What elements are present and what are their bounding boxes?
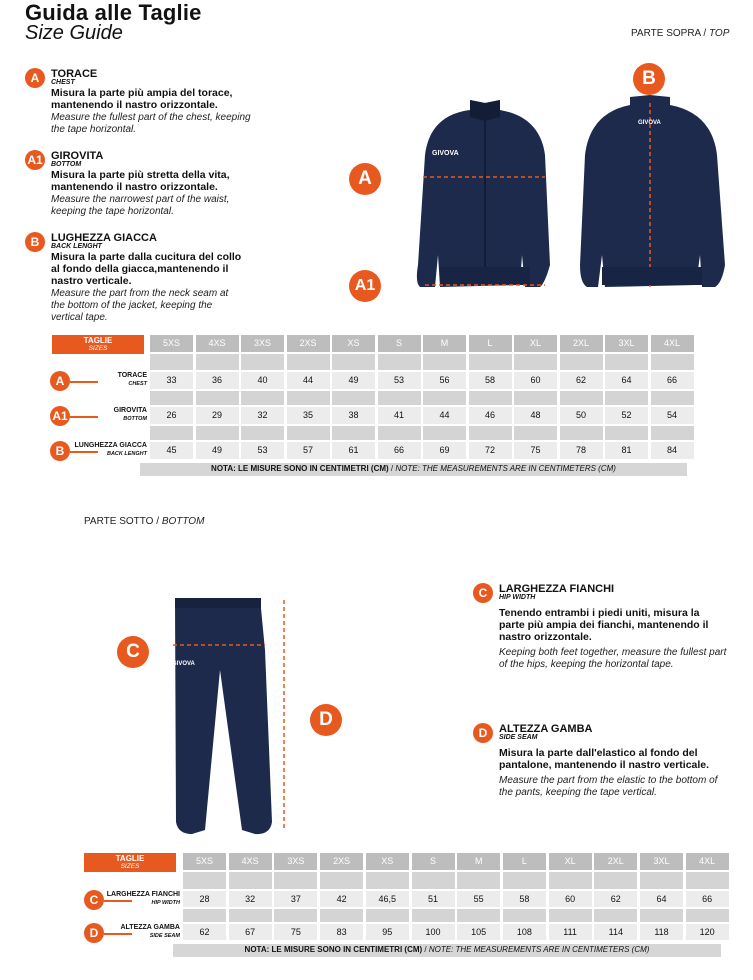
size-value-cell: 95 bbox=[366, 924, 409, 940]
size-value-cell: 44 bbox=[287, 372, 330, 389]
size-value-cell: 81 bbox=[605, 442, 648, 459]
badge-c-illustration: C bbox=[117, 636, 149, 668]
row-spacer bbox=[514, 426, 557, 440]
row-spacer bbox=[196, 426, 239, 440]
badge-a-illustration: A bbox=[349, 163, 381, 195]
jacket-back-image bbox=[580, 95, 725, 287]
measure-d-it: Misura la parte dall'elastico al fondo del pantalone, mantenendo il nastro verticale. bbox=[499, 747, 710, 771]
pants-illustration bbox=[160, 590, 300, 840]
row-spacer bbox=[605, 426, 648, 440]
size-header-cell: 3XS bbox=[241, 335, 284, 352]
row-badge: A1 bbox=[50, 406, 70, 426]
size-header-spacer bbox=[332, 354, 375, 370]
size-value-cell: 58 bbox=[503, 891, 546, 907]
row-spacer bbox=[605, 391, 648, 405]
size-value-cell: 46 bbox=[469, 407, 512, 424]
row-spacer bbox=[457, 909, 500, 922]
row-spacer bbox=[423, 391, 466, 405]
measure-d bbox=[499, 723, 729, 799]
size-header-spacer bbox=[150, 354, 193, 370]
size-value-cell: 40 bbox=[241, 372, 284, 389]
size-header-cell: 4XL bbox=[686, 853, 729, 870]
size-header-spacer bbox=[651, 354, 694, 370]
sizes-header-it: TAGLIE bbox=[115, 854, 145, 863]
measure-d-sub: SIDE SEAM bbox=[499, 734, 538, 741]
row-spacer bbox=[503, 909, 546, 922]
measurement-note: NOTA: LE MISURE SONO IN CENTIMETRI (CM) / NOTE: THE MEASUREMENTS ARE IN CENTIMETERS (CM) bbox=[140, 463, 687, 476]
row-spacer bbox=[594, 909, 637, 922]
bottom-label-en: BOTTOM bbox=[161, 516, 205, 527]
row-label-it: LUNGHEZZA GIACCA bbox=[74, 442, 147, 449]
size-value-cell: 37 bbox=[274, 891, 317, 907]
size-value-cell: 55 bbox=[457, 891, 500, 907]
size-header-spacer bbox=[196, 354, 239, 370]
row-badge: B bbox=[50, 441, 70, 461]
size-header-spacer bbox=[594, 872, 637, 889]
badge-d: D bbox=[473, 723, 493, 743]
row-label bbox=[60, 407, 147, 423]
row-badge: D bbox=[84, 923, 104, 943]
row-label-en: BOTTOM bbox=[123, 416, 147, 422]
size-header-spacer bbox=[412, 872, 455, 889]
row-spacer bbox=[229, 909, 272, 922]
badge-b: B bbox=[25, 232, 45, 252]
size-header-spacer bbox=[183, 872, 226, 889]
row-spacer bbox=[651, 426, 694, 440]
size-value-cell: 75 bbox=[514, 442, 557, 459]
sizes-header bbox=[84, 853, 176, 872]
size-value-cell: 75 bbox=[274, 924, 317, 940]
size-header-cell: 4XS bbox=[196, 335, 239, 352]
measure-c-title: LARGHEZZA FIANCHI bbox=[499, 583, 615, 595]
size-header-spacer bbox=[320, 872, 363, 889]
row-label bbox=[60, 442, 147, 458]
size-header-cell: 3XS bbox=[274, 853, 317, 870]
measure-a1 bbox=[51, 150, 256, 218]
bottom-section-label: PARTE SOTTO / BOTTOM bbox=[84, 516, 205, 527]
row-spacer bbox=[332, 391, 375, 405]
size-header-spacer bbox=[457, 872, 500, 889]
brand-logo-front: GIVOVA bbox=[432, 150, 459, 157]
page-subtitle: Size Guide bbox=[25, 22, 123, 44]
size-header-cell: XS bbox=[366, 853, 409, 870]
top-label-it: PARTE SOPRA bbox=[631, 28, 701, 39]
measure-a-title: TORACE bbox=[51, 68, 98, 80]
row-label-en: HIP WIDTH bbox=[151, 900, 180, 906]
sizes-header-en: SIZES bbox=[88, 345, 108, 352]
size-value-cell: 62 bbox=[594, 891, 637, 907]
size-header-cell: 3XL bbox=[640, 853, 683, 870]
badge-b-illustration: B bbox=[633, 63, 665, 95]
size-header-cell: 4XL bbox=[651, 335, 694, 352]
row-spacer bbox=[150, 426, 193, 440]
size-value-cell: 58 bbox=[469, 372, 512, 389]
row-label bbox=[94, 924, 180, 940]
sizes-header bbox=[52, 335, 144, 354]
size-value-cell: 61 bbox=[332, 442, 375, 459]
badge-c: C bbox=[473, 583, 493, 603]
row-spacer bbox=[378, 391, 421, 405]
size-header-cell: 5XS bbox=[183, 853, 226, 870]
row-spacer bbox=[150, 391, 193, 405]
size-header-spacer bbox=[514, 354, 557, 370]
size-value-cell: 114 bbox=[594, 924, 637, 940]
row-label-en: BACK LENGHT bbox=[106, 451, 147, 457]
row-spacer bbox=[560, 426, 603, 440]
size-header-spacer bbox=[605, 354, 648, 370]
row-spacer bbox=[183, 909, 226, 922]
row-badge: C bbox=[84, 890, 104, 910]
size-value-cell: 44 bbox=[423, 407, 466, 424]
row-spacer bbox=[366, 909, 409, 922]
size-header-spacer bbox=[366, 872, 409, 889]
size-value-cell: 28 bbox=[183, 891, 226, 907]
measure-b bbox=[51, 232, 256, 324]
top-section-label: PARTE SOPRA / TOP bbox=[631, 28, 730, 39]
row-spacer bbox=[196, 391, 239, 405]
measure-b-title: LUGHEZZA GIACCA bbox=[51, 232, 157, 244]
size-header-cell: XS bbox=[332, 335, 375, 352]
size-value-cell: 53 bbox=[241, 442, 284, 459]
bottom-label-it: PARTE SOTTO bbox=[84, 516, 154, 527]
badge-a: A bbox=[25, 68, 45, 88]
size-value-cell: 120 bbox=[686, 924, 729, 940]
page-title: Guida alle Taglie bbox=[25, 0, 202, 25]
row-label-it: ALTEZZA GAMBA bbox=[120, 924, 180, 931]
jacket-front-image bbox=[417, 100, 550, 287]
size-value-cell: 62 bbox=[183, 924, 226, 940]
size-header-cell: M bbox=[423, 335, 466, 352]
row-spacer bbox=[423, 426, 466, 440]
size-value-cell: 57 bbox=[287, 442, 330, 459]
row-label-it: TORACE bbox=[117, 372, 147, 379]
note-en: NOTE: THE MEASUREMENTS ARE IN CENTIMETERS (CM) bbox=[395, 464, 616, 473]
size-header-cell: 2XL bbox=[594, 853, 637, 870]
row-spacer bbox=[241, 391, 284, 405]
size-header-spacer bbox=[378, 354, 421, 370]
row-badge: A bbox=[50, 371, 70, 391]
size-header-cell: XL bbox=[514, 335, 557, 352]
size-value-cell: 46,5 bbox=[366, 891, 409, 907]
size-header-spacer bbox=[503, 872, 546, 889]
size-value-cell: 52 bbox=[605, 407, 648, 424]
size-header-spacer bbox=[686, 872, 729, 889]
sizes-header-it: TAGLIE bbox=[83, 336, 113, 345]
row-label bbox=[94, 891, 180, 907]
size-header-spacer bbox=[241, 354, 284, 370]
size-header-cell: XL bbox=[549, 853, 592, 870]
size-value-cell: 67 bbox=[229, 924, 272, 940]
row-spacer bbox=[640, 909, 683, 922]
row-label-en: CHEST bbox=[128, 381, 147, 387]
size-header-cell: M bbox=[457, 853, 500, 870]
brand-logo-back: GIVOVA bbox=[638, 120, 661, 126]
measure-a-it: Misura la parte più ampia del torace, mantenendo il nastro orizzontale. bbox=[51, 87, 233, 111]
row-spacer bbox=[651, 391, 694, 405]
size-header-spacer bbox=[560, 354, 603, 370]
size-header-cell: S bbox=[378, 335, 421, 352]
row-spacer bbox=[287, 426, 330, 440]
measure-a1-en: Measure the narrowest part of the waist, keeping the tape horizontal. bbox=[51, 194, 230, 217]
measure-b-it: Misura la parte dalla cucitura del collo al fondo della giacca,mantenendo il nastro verticale. bbox=[51, 251, 242, 287]
measure-b-en: Measure the part from the neck seam at the bottom of the jacket, keeping the vertical tape. bbox=[51, 288, 229, 323]
size-value-cell: 50 bbox=[560, 407, 603, 424]
size-header-spacer bbox=[549, 872, 592, 889]
top-label-en: TOP bbox=[709, 28, 730, 39]
size-header-cell: L bbox=[503, 853, 546, 870]
row-label bbox=[60, 372, 147, 388]
measure-d-title: ALTEZZA GAMBA bbox=[499, 723, 593, 735]
size-value-cell: 66 bbox=[686, 891, 729, 907]
size-value-cell: 49 bbox=[196, 442, 239, 459]
size-value-cell: 56 bbox=[423, 372, 466, 389]
row-spacer bbox=[241, 426, 284, 440]
size-value-cell: 66 bbox=[651, 372, 694, 389]
size-header-cell: 3XL bbox=[605, 335, 648, 352]
row-label-it: GIROVITA bbox=[113, 407, 147, 414]
size-value-cell: 32 bbox=[241, 407, 284, 424]
size-value-cell: 36 bbox=[196, 372, 239, 389]
measure-b-sub: BACK LENGHT bbox=[51, 243, 102, 250]
measure-a-sub: CHEST bbox=[51, 79, 75, 86]
size-value-cell: 32 bbox=[229, 891, 272, 907]
row-label-en: SIDE SEAM bbox=[149, 933, 180, 939]
row-spacer bbox=[514, 391, 557, 405]
size-value-cell: 62 bbox=[560, 372, 603, 389]
row-spacer bbox=[686, 909, 729, 922]
measure-a bbox=[51, 68, 256, 136]
size-header-cell: 2XL bbox=[560, 335, 603, 352]
size-value-cell: 100 bbox=[412, 924, 455, 940]
row-label-it: LARGHEZZA FIANCHI bbox=[106, 891, 180, 898]
size-header-cell: 5XS bbox=[150, 335, 193, 352]
note-it: NOTA: LE MISURE SONO IN CENTIMETRI (CM) bbox=[244, 945, 423, 954]
size-header-spacer bbox=[274, 872, 317, 889]
size-header-cell: S bbox=[412, 853, 455, 870]
size-value-cell: 105 bbox=[457, 924, 500, 940]
size-header-spacer bbox=[423, 354, 466, 370]
row-spacer bbox=[549, 909, 592, 922]
note-it: NOTA: LE MISURE SONO IN CENTIMETRI (CM) bbox=[211, 464, 389, 473]
size-value-cell: 33 bbox=[150, 372, 193, 389]
badge-d-illustration: D bbox=[310, 704, 342, 736]
size-value-cell: 78 bbox=[560, 442, 603, 459]
size-value-cell: 49 bbox=[332, 372, 375, 389]
size-value-cell: 29 bbox=[196, 407, 239, 424]
measure-d-en: Measure the part from the elastic to the bottom of the pants, keeping the tape vertical. bbox=[499, 775, 718, 798]
size-value-cell: 26 bbox=[150, 407, 193, 424]
measurement-note: NOTA: LE MISURE SONO IN CENTIMETRI (CM) / NOTE: THE MEASUREMENTS ARE IN CENTIMETERS (CM) bbox=[173, 944, 721, 957]
note-en: NOTE: THE MEASUREMENTS ARE IN CENTIMETERS (CM) bbox=[428, 945, 650, 954]
measure-a-en: Measure the fullest part of the chest, keeping the tape horizontal. bbox=[51, 112, 251, 135]
size-header-cell: L bbox=[469, 335, 512, 352]
size-header-cell: 2XS bbox=[287, 335, 330, 352]
measure-a1-title: GIROVITA bbox=[51, 150, 104, 162]
measure-a1-it: Misura la parte più stretta della vita, mantenendo il nastro orizzontale. bbox=[51, 169, 230, 193]
row-spacer bbox=[320, 909, 363, 922]
measure-a1-sub: BOTTOM bbox=[51, 161, 82, 168]
row-spacer bbox=[469, 426, 512, 440]
row-spacer bbox=[274, 909, 317, 922]
row-spacer bbox=[378, 426, 421, 440]
row-spacer bbox=[469, 391, 512, 405]
measure-c-en: Keeping both feet together, measure the fullest part of the hips, keeping the horizontal tape. bbox=[499, 647, 727, 670]
row-spacer bbox=[287, 391, 330, 405]
badge-a1-illustration: A1 bbox=[349, 270, 381, 302]
size-value-cell: 41 bbox=[378, 407, 421, 424]
size-value-cell: 51 bbox=[412, 891, 455, 907]
size-value-cell: 66 bbox=[378, 442, 421, 459]
size-value-cell: 54 bbox=[651, 407, 694, 424]
measure-c bbox=[499, 583, 729, 671]
size-header-spacer bbox=[640, 872, 683, 889]
size-value-cell: 53 bbox=[378, 372, 421, 389]
size-value-cell: 45 bbox=[150, 442, 193, 459]
sizes-header-en: SIZES bbox=[120, 863, 140, 870]
size-header-spacer bbox=[469, 354, 512, 370]
size-header-cell: 2XS bbox=[320, 853, 363, 870]
size-value-cell: 72 bbox=[469, 442, 512, 459]
size-header-spacer bbox=[287, 354, 330, 370]
size-header-cell: 4XS bbox=[229, 853, 272, 870]
size-value-cell: 64 bbox=[640, 891, 683, 907]
size-value-cell: 48 bbox=[514, 407, 557, 424]
size-value-cell: 60 bbox=[514, 372, 557, 389]
size-value-cell: 35 bbox=[287, 407, 330, 424]
size-value-cell: 64 bbox=[605, 372, 648, 389]
size-value-cell: 118 bbox=[640, 924, 683, 940]
measure-c-sub: HIP WIDTH bbox=[499, 594, 536, 601]
size-value-cell: 84 bbox=[651, 442, 694, 459]
row-spacer bbox=[332, 426, 375, 440]
row-spacer bbox=[412, 909, 455, 922]
row-spacer bbox=[560, 391, 603, 405]
jacket-illustration bbox=[340, 55, 740, 300]
brand-logo-pants: GIVOVA bbox=[172, 661, 195, 667]
size-value-cell: 108 bbox=[503, 924, 546, 940]
size-value-cell: 38 bbox=[332, 407, 375, 424]
measure-c-it: Tenendo entrambi i piedi uniti, misura la parte più ampia dei fianchi, mantenendo il nastro orizzontale. bbox=[499, 607, 709, 643]
size-header-spacer bbox=[229, 872, 272, 889]
size-value-cell: 111 bbox=[549, 924, 592, 940]
size-value-cell: 42 bbox=[320, 891, 363, 907]
size-value-cell: 83 bbox=[320, 924, 363, 940]
size-value-cell: 69 bbox=[423, 442, 466, 459]
size-value-cell: 60 bbox=[549, 891, 592, 907]
badge-a1: A1 bbox=[25, 150, 45, 170]
